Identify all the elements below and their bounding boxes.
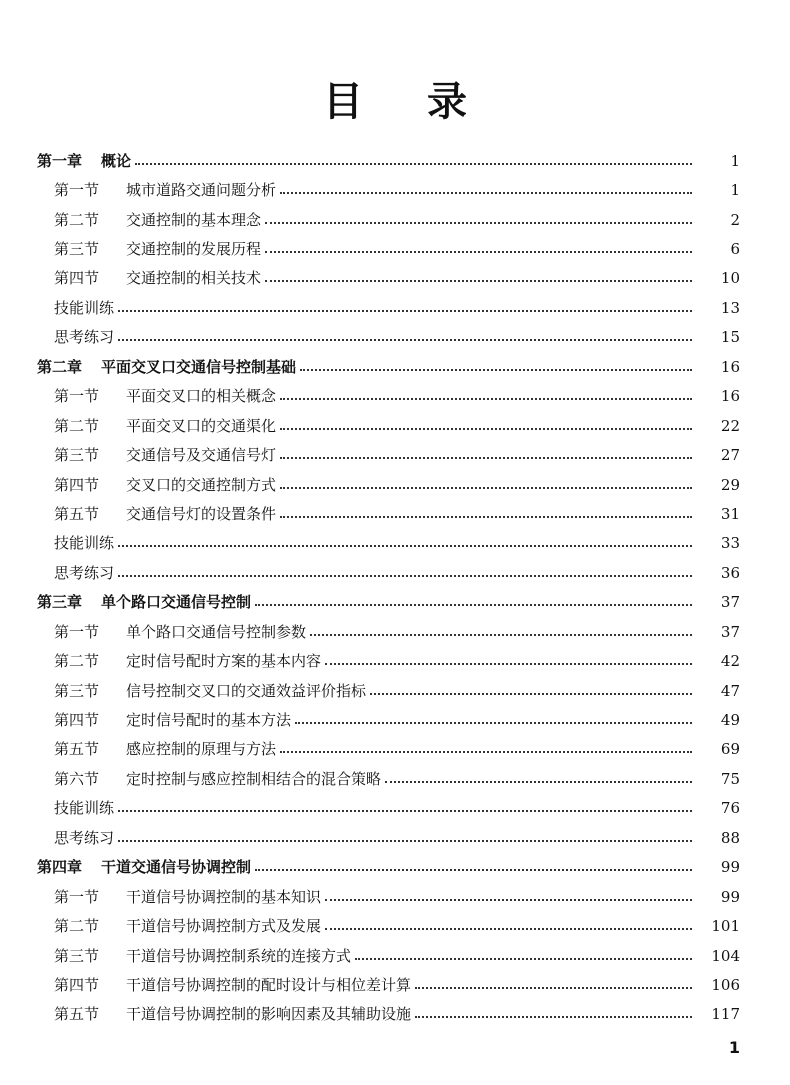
toc-page-number: 106 (711, 975, 740, 994)
toc-entry-label (54, 916, 321, 936)
toc-leader-dots (280, 516, 692, 518)
toc-entry-number: 第三节 (54, 946, 100, 965)
toc-page-number: 22 (720, 416, 740, 435)
toc-section-row (0, 440, 790, 469)
toc-entry-title: 概论 (101, 151, 132, 170)
toc-entry-title: 干道信号协调控制的影响因素及其辅助设施 (126, 1005, 412, 1024)
toc-leader-dots (280, 751, 692, 753)
toc-entry-label (54, 268, 261, 288)
toc-entry-title: 交叉口的交通控制方式 (126, 475, 277, 494)
toc-section-row (0, 264, 790, 293)
toc-entry-label (54, 946, 351, 966)
toc-leader-dots (415, 1016, 692, 1018)
toc-page-number: 16 (720, 357, 740, 376)
toc-entry-title: 平面交叉口的相关概念 (126, 387, 277, 406)
toc-section-row (0, 529, 790, 558)
toc-page-number: 36 (720, 563, 740, 582)
toc-page-number: 1 (730, 151, 740, 170)
toc-page-number: 10 (720, 269, 740, 288)
toc-section-row (0, 823, 790, 852)
toc-entry-title: 平面交叉口交通信号控制基础 (101, 357, 297, 376)
toc-entry-label (54, 475, 276, 495)
toc-section-row (0, 499, 790, 528)
toc-chapter-row (0, 146, 790, 175)
toc-section-row (0, 234, 790, 263)
toc-entry-title: 单个路口交通信号控制参数 (126, 622, 307, 641)
toc-entry-title: 干道信号协调控制的配时设计与相位差计算 (126, 975, 412, 994)
toc-section-row (0, 911, 790, 940)
toc-entry-title: 技能训练 (54, 298, 115, 317)
toc-entry-number: 第一章 (37, 151, 83, 170)
toc-section-row (0, 293, 790, 322)
toc-entry-number: 第一节 (54, 887, 100, 906)
toc-section-row (0, 970, 790, 999)
toc-page-number: 6 (730, 240, 740, 259)
toc-section-row (0, 764, 790, 793)
toc-entry-label (54, 563, 114, 583)
toc-page-number: 99 (720, 858, 740, 877)
toc-entry-title: 技能训练 (54, 799, 115, 818)
title-char-2: 录 (427, 79, 467, 125)
toc-entry-label (54, 298, 114, 318)
toc-entry-number: 第六节 (54, 769, 100, 788)
toc-entry-title: 信号控制交叉口的交通效益评价指标 (126, 681, 367, 700)
toc-entry-number: 第一节 (54, 387, 100, 406)
toc-entry-label (54, 975, 411, 995)
toc-section-row (0, 470, 790, 499)
toc-page-number: 33 (720, 534, 740, 553)
toc-page-number: 104 (711, 946, 740, 965)
toc-entry-label (54, 386, 276, 406)
toc-page-number: 75 (720, 769, 740, 788)
toc-page-number: 47 (720, 681, 740, 700)
toc-leader-dots (280, 487, 692, 489)
toc-entry-title: 定时控制与感应控制相结合的混合策略 (126, 769, 382, 788)
toc-entry-title: 交通信号灯的设置条件 (126, 504, 277, 523)
toc-entry-title: 干道信号协调控制的基本知识 (126, 887, 322, 906)
toc-entry-number: 第二节 (54, 652, 100, 671)
toc-entry-label (54, 769, 381, 789)
toc-page-number: 31 (720, 504, 740, 523)
toc-entry-title: 平面交叉口的交通渠化 (126, 416, 277, 435)
toc-entry-number: 第三章 (37, 593, 83, 612)
toc-entry-title: 交通控制的基本理念 (126, 210, 262, 229)
toc-section-row (0, 705, 790, 734)
toc-chapter-row (0, 853, 790, 882)
toc-entry-title: 干道信号协调控制方式及发展 (126, 917, 322, 936)
toc-leader-dots (310, 634, 692, 636)
toc-entry-label (54, 710, 291, 730)
toc-leader-dots (255, 869, 692, 871)
toc-page-number: 13 (720, 298, 740, 317)
table-of-contents (0, 146, 790, 1029)
toc-page-number: 29 (720, 475, 740, 494)
toc-entry-title: 定时信号配时方案的基本内容 (126, 652, 322, 671)
toc-section-row (0, 794, 790, 823)
toc-entry-number: 第四节 (54, 475, 100, 494)
toc-page-number: 2 (730, 210, 740, 229)
toc-entry-label (37, 357, 296, 377)
toc-entry-title: 定时信号配时的基本方法 (126, 711, 292, 730)
toc-page-number: 15 (720, 328, 740, 347)
toc-entry-number: 第五节 (54, 740, 100, 759)
toc-section-row (0, 323, 790, 352)
toc-page-number: 117 (711, 1005, 740, 1024)
toc-entry-title: 思考练习 (54, 563, 115, 582)
toc-leader-dots (415, 987, 692, 989)
toc-entry-label (54, 210, 261, 230)
toc-entry-label (54, 828, 114, 848)
toc-leader-dots (355, 958, 692, 960)
toc-entry-title: 技能训练 (54, 534, 115, 553)
toc-entry-number: 第一节 (54, 622, 100, 641)
toc-leader-dots (300, 369, 692, 371)
toc-entry-label (54, 739, 276, 759)
toc-entry-number: 第二节 (54, 917, 100, 936)
toc-leader-dots (265, 280, 692, 282)
toc-section-row (0, 205, 790, 234)
toc-page-number: 1 (730, 181, 740, 200)
toc-entry-number: 第四节 (54, 269, 100, 288)
toc-entry-title: 思考练习 (54, 328, 115, 347)
toc-leader-dots (280, 428, 692, 430)
toc-entry-label (54, 798, 114, 818)
toc-page-number: 16 (720, 387, 740, 406)
toc-entry-label (54, 1004, 411, 1024)
footer-page-number: 1 (728, 1038, 740, 1057)
toc-page-number: 101 (711, 917, 740, 936)
toc-entry-label (54, 681, 366, 701)
toc-leader-dots (265, 251, 692, 253)
toc-section-row (0, 882, 790, 911)
toc-entry-number: 第二章 (37, 357, 83, 376)
toc-entry-label (54, 416, 276, 436)
toc-leader-dots (325, 928, 692, 930)
toc-entry-title: 城市道路交通问题分析 (126, 181, 277, 200)
toc-entry-label (54, 651, 321, 671)
toc-page-number: 69 (720, 740, 740, 759)
toc-page-number: 99 (720, 887, 740, 906)
toc-entry-number: 第三节 (54, 446, 100, 465)
toc-entry-number: 第二节 (54, 210, 100, 229)
toc-leader-dots (280, 457, 692, 459)
toc-leader-dots (135, 163, 692, 165)
toc-entry-label (54, 180, 276, 200)
toc-entry-title: 感应控制的原理与方法 (126, 740, 277, 759)
toc-section-row (0, 175, 790, 204)
toc-entry-title: 交通信号及交通信号灯 (126, 446, 277, 465)
page-title (0, 78, 790, 126)
toc-leader-dots (118, 339, 692, 341)
toc-section-row (0, 676, 790, 705)
toc-leader-dots (325, 663, 692, 665)
toc-entry-number: 第三节 (54, 681, 100, 700)
toc-entry-number: 第五节 (54, 1005, 100, 1024)
toc-leader-dots (265, 222, 692, 224)
toc-entry-number: 第一节 (54, 181, 100, 200)
toc-section-row (0, 735, 790, 764)
toc-entry-label (54, 533, 114, 553)
toc-leader-dots (280, 398, 692, 400)
toc-entry-label (37, 857, 251, 877)
toc-leader-dots (118, 840, 692, 842)
toc-entry-number: 第五节 (54, 504, 100, 523)
toc-entry-label (54, 239, 261, 259)
toc-chapter-row (0, 588, 790, 617)
toc-section-row (0, 941, 790, 970)
toc-entry-label (54, 504, 276, 524)
toc-page-number: 37 (720, 593, 740, 612)
toc-leader-dots (118, 810, 692, 812)
toc-section-row (0, 1000, 790, 1029)
toc-page-number: 42 (720, 652, 740, 671)
toc-entry-label (54, 445, 276, 465)
toc-chapter-row (0, 352, 790, 381)
toc-entry-title: 干道信号协调控制系统的连接方式 (126, 946, 352, 965)
title-char-1: 目 (323, 79, 363, 125)
toc-leader-dots (385, 781, 692, 783)
toc-section-row (0, 617, 790, 646)
toc-entry-title: 单个路口交通信号控制 (101, 593, 252, 612)
toc-section-row (0, 411, 790, 440)
toc-entry-label (54, 327, 114, 347)
toc-page-number: 27 (720, 446, 740, 465)
toc-leader-dots (118, 575, 692, 577)
toc-section-row (0, 558, 790, 587)
toc-entry-number: 第二节 (54, 416, 100, 435)
toc-leader-dots (370, 693, 692, 695)
toc-leader-dots (118, 545, 692, 547)
toc-entry-number: 第四章 (37, 858, 83, 877)
toc-page-number: 49 (720, 711, 740, 730)
toc-leader-dots (325, 899, 692, 901)
toc-entry-label (54, 887, 321, 907)
toc-entry-title: 干道交通信号协调控制 (101, 858, 252, 877)
toc-page-number: 37 (720, 622, 740, 641)
toc-section-row (0, 646, 790, 675)
toc-page-number: 76 (720, 799, 740, 818)
toc-leader-dots (280, 192, 692, 194)
toc-entry-label (37, 592, 251, 612)
toc-entry-number: 第三节 (54, 240, 100, 259)
toc-leader-dots (295, 722, 692, 724)
toc-leader-dots (118, 310, 692, 312)
toc-entry-title: 交通控制的发展历程 (126, 240, 262, 259)
toc-entry-label (37, 151, 131, 171)
toc-page-number: 88 (720, 828, 740, 847)
toc-entry-title: 交通控制的相关技术 (126, 269, 262, 288)
toc-entry-title: 思考练习 (54, 828, 115, 847)
toc-entry-number: 第四节 (54, 975, 100, 994)
toc-entry-number: 第四节 (54, 711, 100, 730)
toc-section-row (0, 382, 790, 411)
toc-leader-dots (255, 604, 692, 606)
toc-entry-label (54, 622, 306, 642)
